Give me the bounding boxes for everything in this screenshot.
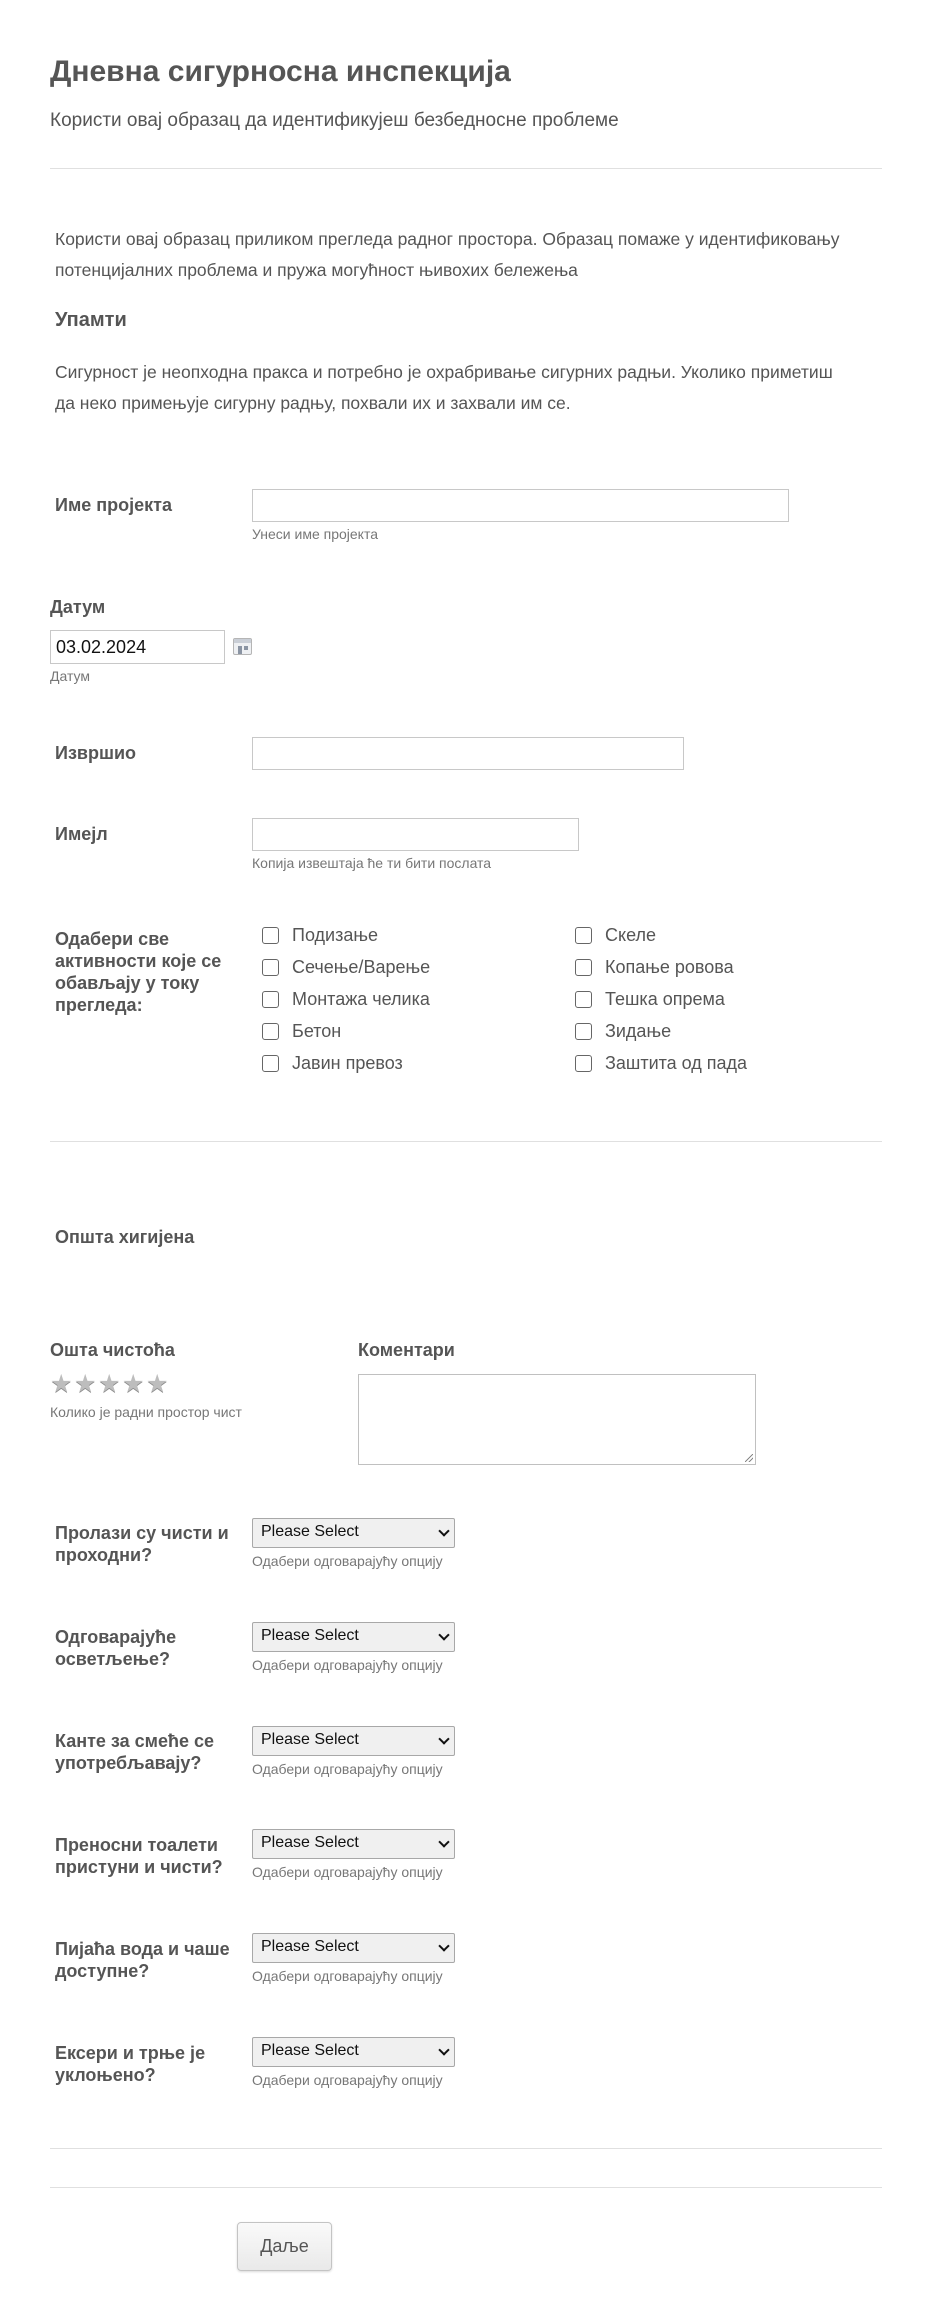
- star-icon[interactable]: ★: [122, 1370, 145, 1398]
- performed-by-input[interactable]: [252, 737, 684, 770]
- project-label: Име пројекта: [55, 495, 172, 515]
- email-label: Имејл: [55, 824, 108, 844]
- question-select[interactable]: [252, 1518, 455, 1548]
- remember-heading: Упамти: [55, 309, 127, 331]
- chevron-down-icon: [438, 1629, 449, 1640]
- question-label: Пијаћа вода и чаше доступне?: [55, 1939, 230, 1981]
- star-icon[interactable]: ★: [98, 1370, 121, 1398]
- checkbox-option[interactable]: [262, 1015, 430, 1047]
- activities-label: Одабери све активности које се обављају у току прегледа:: [55, 929, 222, 1015]
- calendar-icon[interactable]: [233, 638, 252, 655]
- checkbox-label: Копање ровова: [605, 956, 734, 977]
- star-icon[interactable]: ★: [74, 1370, 97, 1398]
- question-select[interactable]: [252, 1622, 455, 1652]
- checkbox-option[interactable]: [575, 983, 747, 1015]
- checkbox-label: Подизање: [292, 924, 379, 945]
- question-label: Пролази су чисти и проходни?: [55, 1523, 229, 1565]
- question-hint: Одабери одговарајућу опцију: [252, 1553, 443, 1569]
- checkbox-option[interactable]: [262, 1047, 430, 1079]
- checkbox[interactable]: [575, 927, 592, 944]
- checkbox[interactable]: [262, 927, 279, 944]
- date-label: Датум: [50, 597, 106, 617]
- checkbox-option[interactable]: [262, 983, 430, 1015]
- performed-by-label: Извршио: [55, 743, 137, 763]
- divider: [50, 2187, 882, 2188]
- question-label: Ексери и трње је уклоњено?: [55, 2043, 206, 2085]
- question-hint: Одабери одговарајућу опцију: [252, 1657, 443, 1673]
- question-hint: Одабери одговарајућу опцију: [252, 1864, 443, 1880]
- select-value: Please Select: [261, 1731, 359, 1748]
- select-value: Please Select: [261, 1523, 359, 1540]
- chevron-down-icon: [438, 1836, 449, 1847]
- checkbox-label: Заштита од пада: [605, 1052, 748, 1073]
- comments-label: Коментари: [358, 1340, 455, 1360]
- date-hint: Датум: [50, 668, 90, 684]
- checkbox-option[interactable]: [262, 951, 430, 983]
- question-label: Преносни тоалети пристуни и чисти?: [55, 1835, 223, 1877]
- page-subtitle: Користи овај образац да идентификујеш безбедносне проблеме: [50, 110, 619, 131]
- project-input[interactable]: [252, 489, 789, 522]
- chevron-down-icon: [438, 1940, 449, 1951]
- checkbox-option[interactable]: [575, 919, 747, 951]
- question-hint: Одабери одговарајућу опцију: [252, 2072, 443, 2088]
- question-select[interactable]: [252, 1933, 455, 1963]
- checkbox[interactable]: [575, 991, 592, 1008]
- cleanliness-label: Оштa чистоћа: [50, 1340, 175, 1360]
- project-hint: Унеси име пројекта: [252, 526, 378, 542]
- checkbox-label: Јавин превоз: [292, 1052, 403, 1073]
- divider: [50, 2148, 882, 2149]
- question-select[interactable]: [252, 1726, 455, 1756]
- intro-paragraph: Користи овај образац приликом прегледа радног простора. Образац помаже у идентификовању потенцијалних проблема и пружа могућност њивохих бележења: [55, 229, 840, 280]
- question-label: Канте за смеће се употребљавају?: [55, 1731, 215, 1773]
- page-title: Дневна сигурносна инспекција: [50, 55, 511, 88]
- comments-textarea[interactable]: [358, 1374, 756, 1465]
- question-select[interactable]: [252, 2037, 455, 2067]
- checkbox-option[interactable]: [575, 1047, 747, 1079]
- checkbox[interactable]: [262, 991, 279, 1008]
- checkbox[interactable]: [575, 1055, 592, 1072]
- checkbox[interactable]: [575, 959, 592, 976]
- checkbox[interactable]: [262, 1055, 279, 1072]
- checkbox-label: Бетон: [292, 1020, 342, 1041]
- hygiene-heading: Општа хигијена: [55, 1227, 195, 1247]
- divider: [50, 168, 882, 169]
- activities-column-left: [262, 919, 430, 1079]
- checkbox-label: Сечење/Варење: [292, 956, 431, 977]
- cleanliness-hint: Колико је радни простор чист: [50, 1404, 242, 1420]
- checkbox-option[interactable]: [575, 1015, 747, 1047]
- star-icon[interactable]: ★: [50, 1370, 73, 1398]
- checkbox-label: Тешка опрема: [605, 988, 725, 1009]
- star-icon[interactable]: ★: [146, 1370, 169, 1398]
- select-value: Please Select: [261, 2042, 359, 2059]
- checkbox-option[interactable]: [262, 919, 430, 951]
- checkbox-label: Зидање: [605, 1020, 672, 1041]
- question-label: Одговарајуће осветљење?: [55, 1627, 177, 1669]
- question-hint: Одабери одговарајућу опцију: [252, 1968, 443, 1984]
- remember-text: Сигурност је неопходна пракса и потребно је охрабривање сигурних радњи. Уколико приметиш да неко примењује сигурну радњу, похвали их и захвали им се.: [55, 362, 833, 413]
- select-value: Please Select: [261, 1938, 359, 1955]
- activities-column-right: [575, 919, 747, 1079]
- chevron-down-icon: [438, 1525, 449, 1536]
- checkbox-label: Скеле: [605, 924, 657, 945]
- email-input[interactable]: [252, 818, 579, 851]
- date-input[interactable]: 03.02.2024: [50, 630, 225, 664]
- checkbox-option[interactable]: [575, 951, 747, 983]
- question-select[interactable]: [252, 1829, 455, 1859]
- star-rating[interactable]: [50, 1370, 169, 1398]
- checkbox-label: Монтажа челика: [292, 988, 430, 1009]
- divider: [50, 1141, 882, 1142]
- select-value: Please Select: [261, 1627, 359, 1644]
- email-hint: Копија извештаја ће ти бити послата: [252, 855, 492, 871]
- chevron-down-icon: [438, 2044, 449, 2055]
- next-button[interactable]: Даље: [237, 2222, 332, 2271]
- question-hint: Одабери одговарајућу опцију: [252, 1761, 443, 1777]
- select-value: Please Select: [261, 1834, 359, 1851]
- chevron-down-icon: [438, 1733, 449, 1744]
- checkbox[interactable]: [262, 959, 279, 976]
- checkbox[interactable]: [262, 1023, 279, 1040]
- checkbox[interactable]: [575, 1023, 592, 1040]
